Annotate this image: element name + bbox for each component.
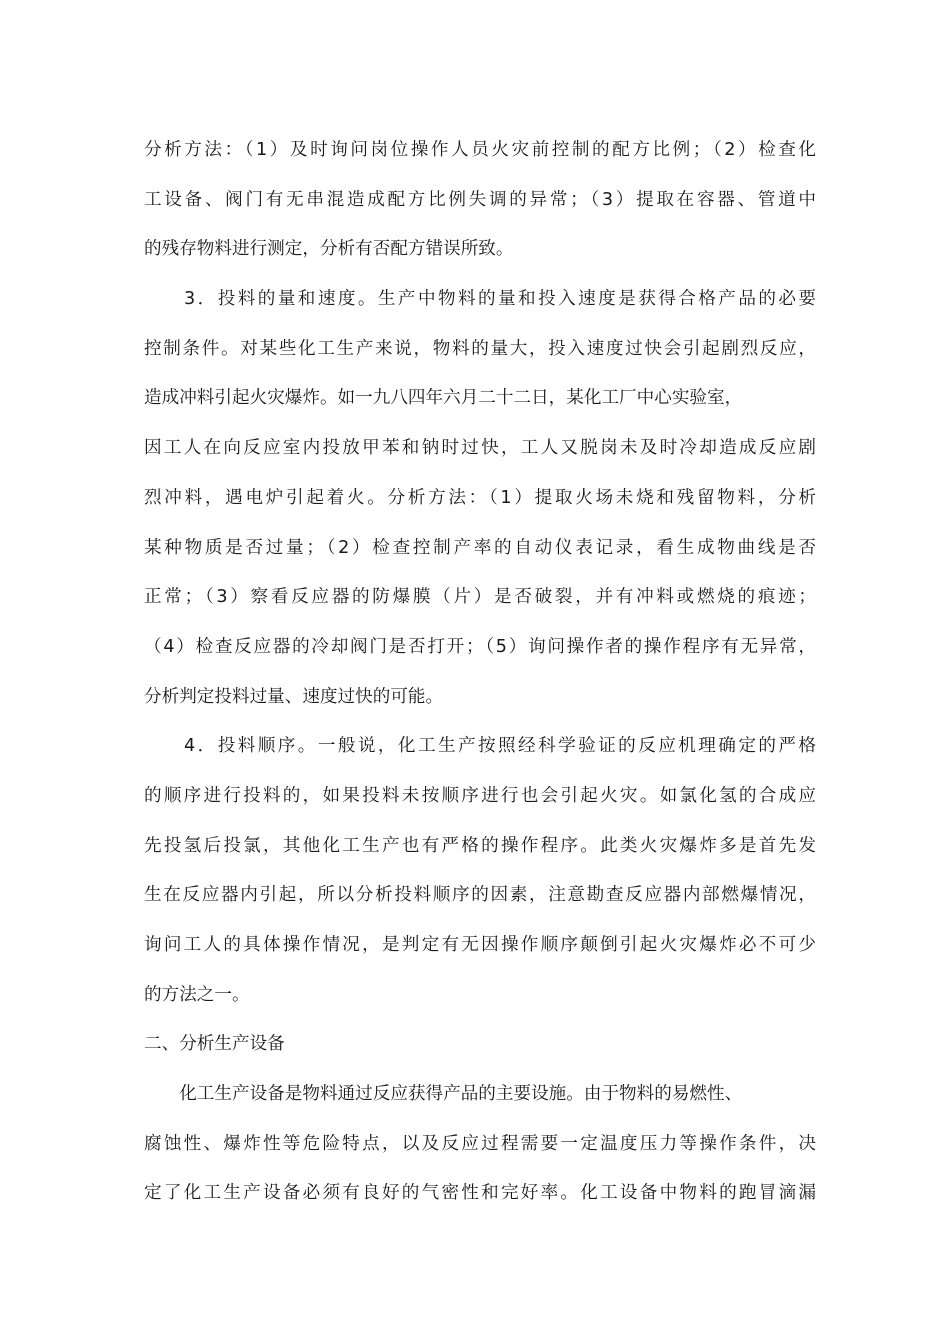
text-line: 二、分析生产设备	[144, 1034, 285, 1055]
text-line: 控制条件。对某些化工生产来说，物料的量大，投入速度过快会引起剧烈反应，	[144, 338, 816, 359]
text-line: 定了化工生产设备必须有良好的气密性和完好率。化工设备中物料的跑冒滴漏	[144, 1183, 816, 1204]
text-line: 先投氢后投氯，其他化工生产也有严格的操作程序。此类火灾爆炸多是首先发	[144, 835, 816, 856]
text-line: 正常；（3）察看反应器的防爆膜（片）是否破裂，并有冲料或燃烧的痕迹；	[144, 587, 816, 608]
document-body	[144, 132, 816, 1225]
text-line: 询问工人的具体操作情况，是判定有无因操作顺序颠倒引起火灾爆炸必不可少	[144, 935, 816, 955]
text-line: 工设备、阀门有无串混造成配方比例失调的异常；（3）提取在容器、管道中	[144, 189, 816, 210]
text-line: 造成冲料引起火灾爆炸。如一九八四年六月二十二日，某化工厂中心实验室，	[144, 388, 743, 409]
text-line: 的残存物料进行测定，分析有否配方错误所致。	[144, 239, 514, 260]
text-line: 的方法之一。	[144, 984, 250, 1005]
text-line: 的顺序进行投料的，如果投料未按顺序进行也会引起火灾。如氯化氢的合成应	[144, 785, 816, 806]
text-line: 因工人在向反应室内投放甲苯和钠时过快，工人又脱岗未及时冷却造成反应剧	[144, 438, 816, 459]
text-line: 分析判定投料过量、速度过快的可能。	[144, 686, 444, 707]
text-line: 4．投料顺序。一般说，化工生产按照经科学验证的反应机理确定的严格	[144, 736, 816, 757]
text-line: 某种物质是否过量；（2）检查控制产率的自动仪表记录，看生成物曲线是否	[144, 537, 816, 558]
text-line: 分析方法：（1）及时询问岗位操作人员火灾前控制的配方比例；（2）检查化	[144, 140, 816, 160]
text-line: 化工生产设备是物料通过反应获得产品的主要设施。由于物料的易燃性、	[144, 1084, 743, 1105]
text-line: 生在反应器内引起，所以分析投料顺序的因素，注意勘查反应器内部燃爆情况，	[144, 885, 816, 906]
text-line: 腐蚀性、爆炸性等危险特点，以及反应过程需要一定温度压力等操作条件，决	[144, 1133, 816, 1154]
text-line: 烈冲料，遇电炉引起着火。分析方法：（1）提取火场未烧和残留物料，分析	[144, 487, 816, 508]
text-line: （4）检查反应器的冷却阀门是否打开；（5）询问操作者的操作程序有无异常，	[144, 636, 816, 657]
text-line: 3．投料的量和速度。生产中物料的量和投入速度是获得合格产品的必要	[144, 289, 816, 310]
